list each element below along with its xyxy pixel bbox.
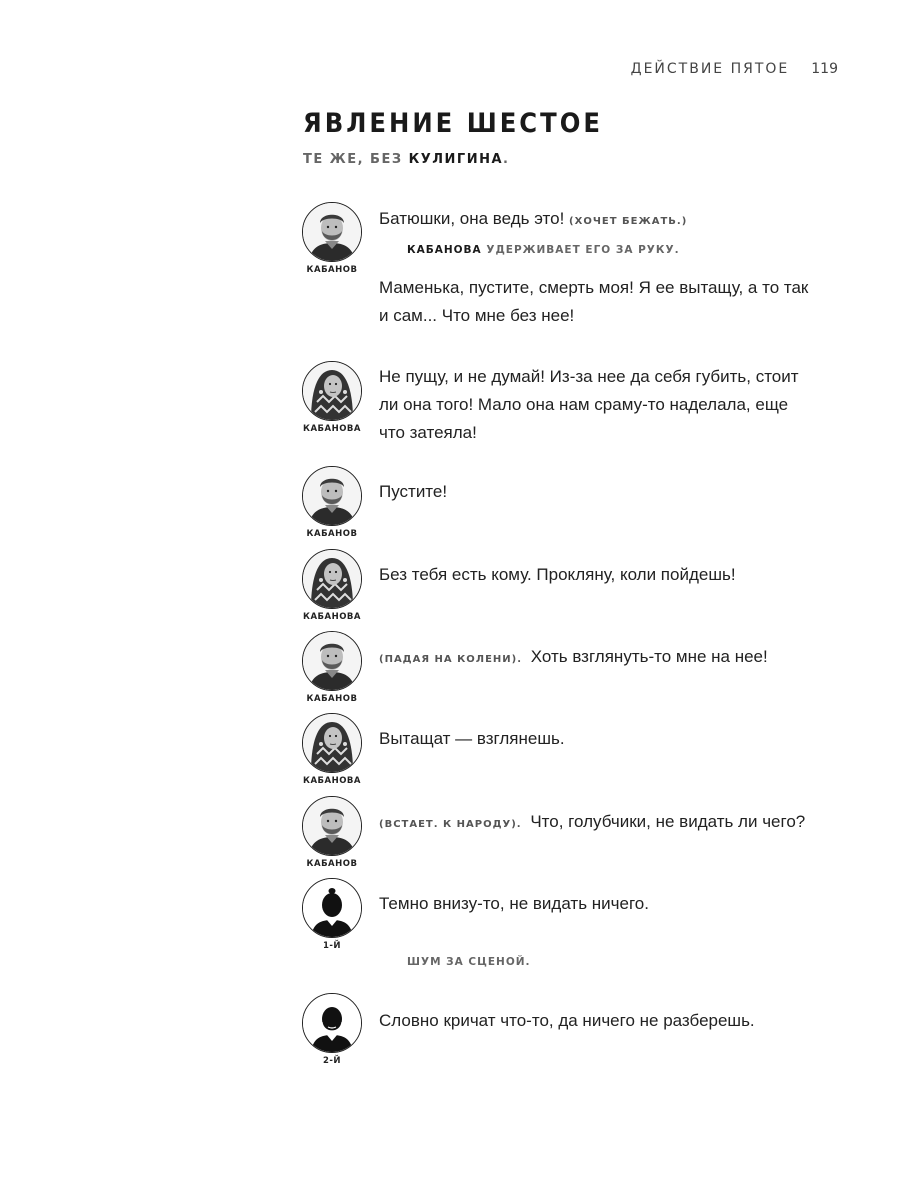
kabanov-portrait-icon: [302, 202, 362, 262]
line-text: Хоть взглянуть-то мне на нее!: [530, 647, 768, 666]
speaker-avatar: [302, 713, 362, 786]
line-text: Батюшки, она ведь это!: [379, 209, 565, 228]
speech-text: [379, 890, 819, 918]
kabanova-portrait-icon: [302, 361, 362, 421]
speaker-name: КАБАНОВ: [306, 529, 358, 539]
person-silhouette-icon: [302, 878, 362, 938]
speech-text: [379, 478, 819, 506]
stage-character: КАБАНОВА: [407, 244, 482, 256]
scene-title: ЯВЛЕНИЕ ШЕСТОЕ: [303, 108, 603, 139]
speech-text: [379, 205, 819, 236]
kabanov-portrait-icon: [302, 796, 362, 856]
speech-text: [379, 643, 819, 674]
line-text: Не пущу, и не думай! Из-за нее да себя губить, стоит ли она того! Мало она нам сраму-то наделала, еще что затеяла!: [379, 367, 799, 442]
stage-direction-block: [407, 956, 531, 968]
kabanov-portrait-icon: [302, 631, 362, 691]
speaker-name: КАБАНОВ: [306, 859, 358, 869]
speech-text: [379, 1007, 819, 1035]
speaker-avatar: [302, 878, 362, 951]
speech-text: [379, 561, 819, 589]
line-text: Маменька, пустите, смерть моя! Я ее вытащу, а то так и сам... Что мне без нее!: [379, 278, 809, 325]
line-text: Пустите!: [379, 482, 448, 501]
scene-subtitle: [303, 152, 509, 167]
section-title: ДЕЙСТВИЕ ПЯТОЕ: [630, 61, 790, 77]
speaker-name: КАБАНОВА: [303, 612, 361, 622]
line-text: Вытащат — взглянешь.: [379, 729, 565, 748]
page-number: 119: [811, 61, 838, 77]
stage-direction: (ХОЧЕТ БЕЖАТЬ.): [569, 216, 688, 227]
running-header: [631, 61, 838, 77]
speaker-avatar: [302, 631, 362, 704]
speaker-avatar: [302, 202, 362, 275]
stage-direction: (ПАДАЯ НА КОЛЕНИ).: [379, 654, 523, 665]
kabanova-portrait-icon: [302, 549, 362, 609]
kabanov-portrait-icon: [302, 466, 362, 526]
line-text: Что, голубчики, не видать ли чего?: [530, 812, 806, 831]
speaker-name: 1-Й: [322, 941, 342, 951]
kabanova-portrait-icon: [302, 713, 362, 773]
subtitle-name: КУЛИГИНА: [408, 152, 504, 167]
speaker-avatar: [302, 993, 362, 1066]
speech-text: [379, 725, 819, 753]
stage-direction: (ВСТАЕТ. К НАРОДУ).: [379, 819, 522, 830]
speaker-avatar: [302, 361, 362, 434]
speaker-avatar: [302, 549, 362, 622]
speaker-name: 2-Й: [322, 1056, 342, 1066]
stage-direction-block: [407, 244, 680, 256]
speaker-name: КАБАНОВА: [303, 776, 361, 786]
speaker-name: КАБАНОВ: [306, 265, 358, 275]
subtitle-prefix: ТЕ ЖЕ, БЕЗ: [303, 152, 409, 167]
speech-text: [379, 363, 809, 447]
speaker-avatar: [302, 466, 362, 539]
line-text: Темно внизу-то, не видать ничего.: [379, 894, 649, 913]
speaker-name: КАБАНОВА: [303, 424, 361, 434]
subtitle-end: .: [503, 152, 510, 167]
bearded-silhouette-icon: [302, 993, 362, 1053]
speech-text: [379, 808, 819, 839]
line-text: Без тебя есть кому. Прокляну, коли пойдешь!: [379, 565, 736, 584]
stage-text: ШУМ ЗА СЦЕНОЙ.: [407, 956, 531, 968]
speech-continued: [379, 274, 809, 330]
line-text: Словно кричат что-то, да ничего не разберешь.: [379, 1011, 755, 1030]
speaker-name: КАБАНОВ: [306, 694, 358, 704]
speaker-avatar: [302, 796, 362, 869]
stage-text: УДЕРЖИВАЕТ ЕГО ЗА РУКУ.: [481, 244, 680, 256]
